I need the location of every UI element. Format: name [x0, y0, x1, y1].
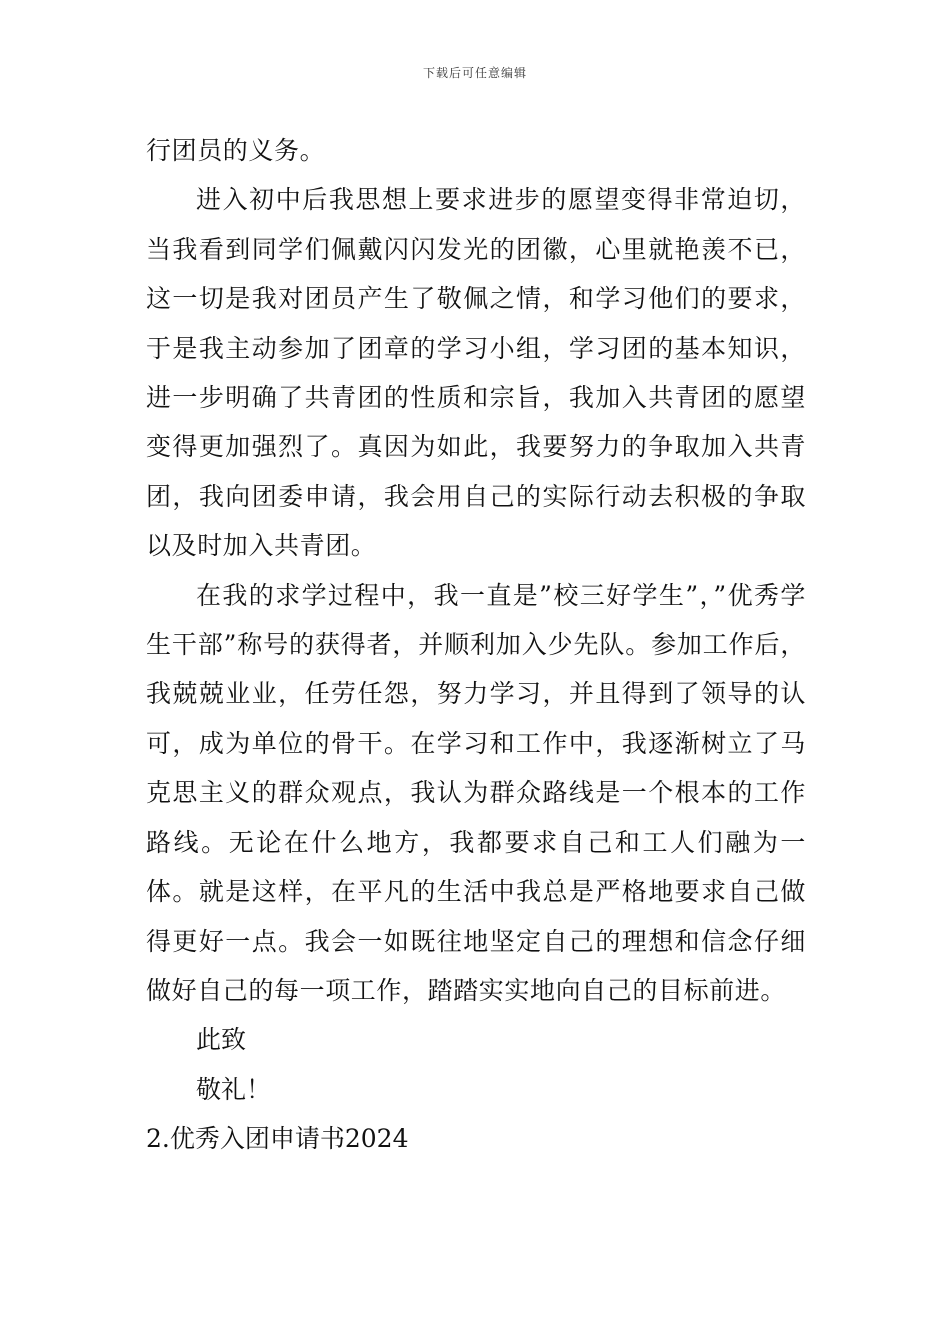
paragraph-study-and-work: 在我的求学过程中，我一直是”校三好学生”，”优秀学生干部”称号的获得者，并顺利加入少先队。参加工作后，我兢兢业业，任劳任怨，努力学习，并且得到了领导的认可，成为单位的骨干。在学习和工作中，我逐渐树立了马克思主义的群众观点，我认为群众路线是一个根本的工作路线。无论在什么地方，我都要求自己和工人们融为一体。就是这样，在平凡的生活中我总是严格地要求自己做得更好一点。我会一如既往地坚定自己的理想和信念仔细做好自己的每一项工作，踏踏实实地向自己的目标前进。 [146, 580, 806, 1005]
next-section-heading: 2.优秀入团申请书2024 [146, 1124, 409, 1154]
paragraph-joining-desire: 进入初中后我思想上要求进步的愿望变得非常迫切，当我看到同学们佩戴闪闪发光的团徽，心里就艳羡不已，这一切是我对团员产生了敬佩之情，和学习他们的要求，于是我主动参加了团章的学习小组，学习团的基本知识，进一步明确了共青团的性质和宗旨，我加入共青团的愿望变得更加强烈了。真因为如此，我要努力的争取加入共青团，我向团委申请，我会用自己的实际行动去积极的争取以及时加入共青团。 [146, 185, 806, 561]
page-header-note: 下载后可任意编辑 [422, 66, 527, 80]
closing-regards: 敬礼！ [196, 1074, 272, 1104]
closing-salutation: 此致 [196, 1025, 247, 1055]
paragraph-continuation: 行团员的义务。 [146, 136, 326, 165]
document-body [146, 126, 806, 1164]
